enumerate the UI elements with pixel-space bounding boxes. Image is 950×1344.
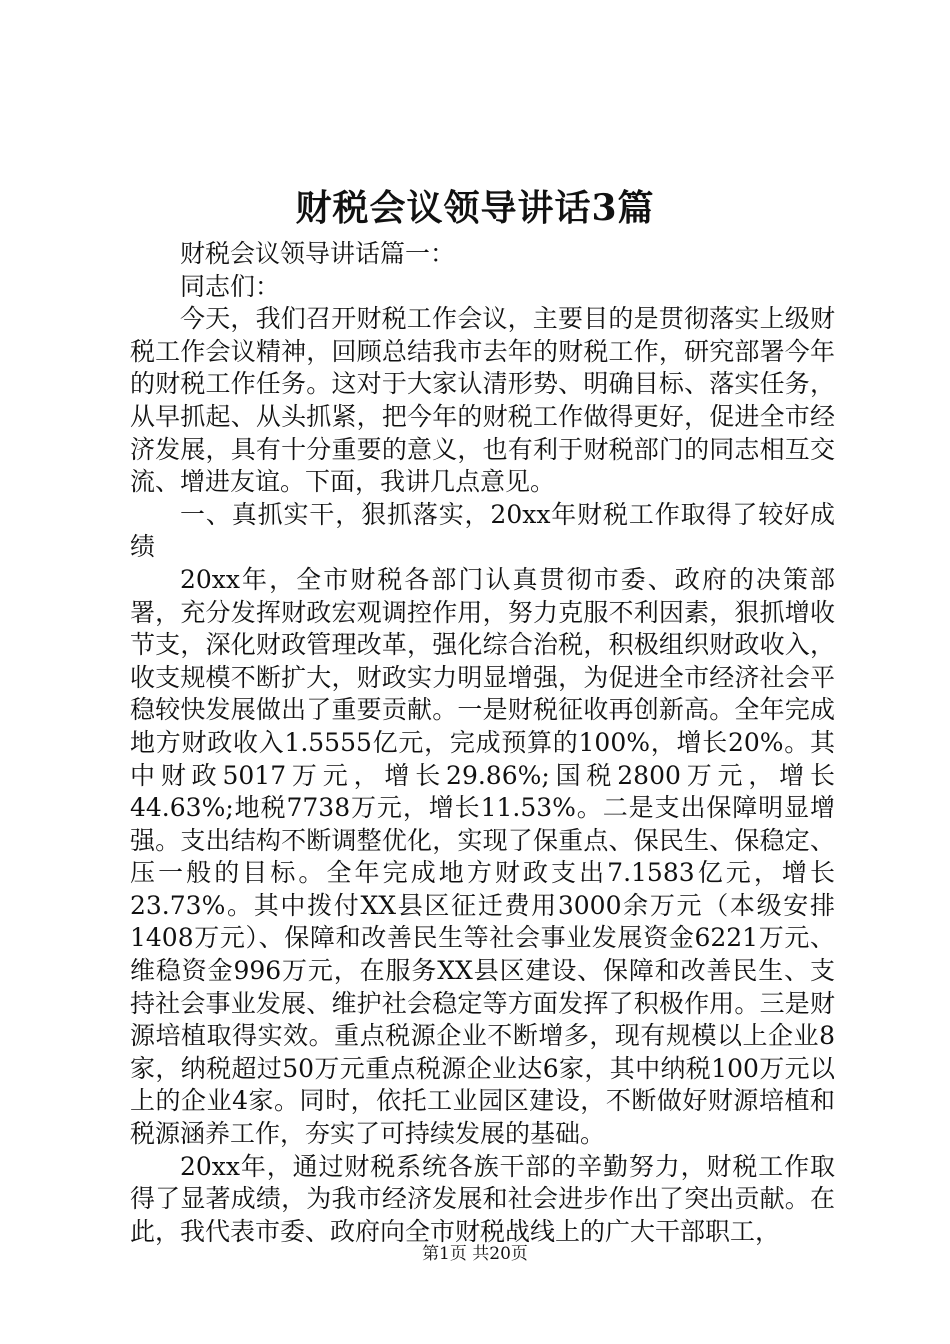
page-number: 第1页 共20页	[422, 1244, 528, 1264]
subheading: 一、真抓实干，狠抓落实，20xx年财税工作取得了较好成绩	[130, 499, 835, 562]
section-heading: 财税会议领导讲话篇一：	[180, 239, 456, 268]
document-title: 财税会议领导讲话3篇	[295, 187, 655, 229]
paragraph: 20xx年，全市财税各部门认真贯彻市委、政府的决策部署，充分发挥财政宏观调控作用，努力克服不利因素，狠抓增收节支，深化财政管理改革，强化综合治税，积极组织财政收入，收支规模不断扩大，财政实力明显增强，为促进全市经济社会平稳较快发展做出了重要贡献。一是财税征收再创新高。全年完成地方财政收入1.5555亿元，完成预算的100%，增长20%。其中财政5017万元，增长29.86%;国税2800万元，增长44.63%;地税7738万元，增长11.53%。二是支出保障明显增强。支出结构不断调整优化，实现了保重点、保民生、保稳定、压一般的目标。全年完成地方财政支出7.1583亿元，增长23.73%。其中拨付XX县区征迁费用3000余万元（本级安排1408万元）、保障和改善民生等社会事业发展资金6221万元、维稳资金996万元，在服务XX县区建设、保障和改善民生、支持社会事业发展、维护社会稳定等方面发挥了积极作用。三是财源培植取得实效。重点税源企业不断增多，现有规模以上企业8家，纳税超过50万元重点税源企业达6家，其中纳税100万元以上的企业4家。同时，依托工业园区建设，不断做好财源培植和税源涵养工作，夯实了可持续发展的基础。	[130, 564, 835, 1149]
paragraph: 20xx年，通过财税系统各族干部的辛勤努力，财税工作取得了显著成绩，为我市经济发展和社会进步作出了突出贡献。在此，我代表市委、政府向全市财税战线上的广大干部职工，	[130, 1151, 835, 1246]
salutation: 同志们：	[180, 271, 281, 301]
document-body	[130, 238, 835, 1248]
paragraph: 今天，我们召开财税工作会议，主要目的是贯彻落实上级财税工作会议精神，回顾总结我市去年的财税工作，研究部署今年的财税工作任务。这对于大家认清形势、明确目标、落实任务，从早抓起、从头抓紧，把今年的财税工作做得更好，促进全市经济发展，具有十分重要的意义，也有利于财税部门的同志相互交流、增进友谊。下面，我讲几点意见。	[130, 304, 835, 497]
